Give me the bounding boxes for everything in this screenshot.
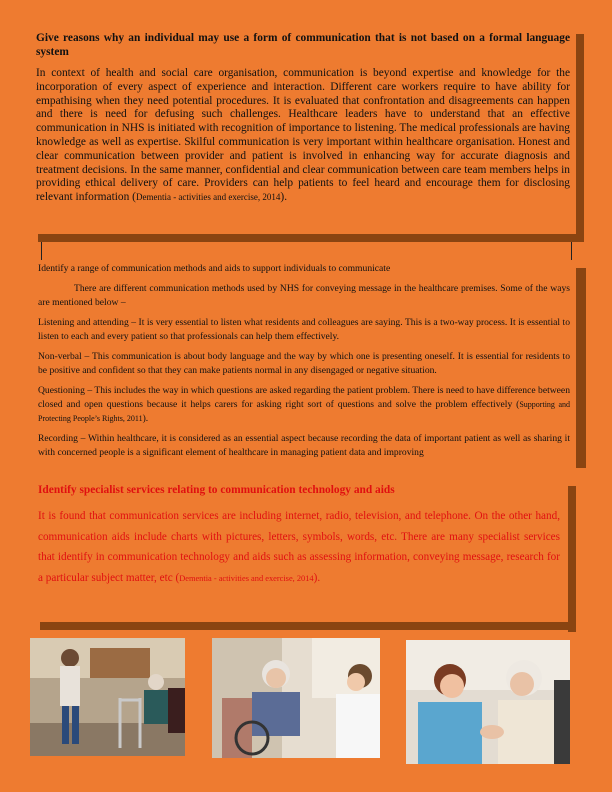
section1-shadow-right	[576, 34, 584, 242]
photo-caregiver-walking-frame	[30, 638, 185, 756]
section3-body: It is found that communication services are including internet, radio, television, and telephone. On the other hand, communication aids include charts with pictures, letters, symbols, words, etc. There are many specialist services that identify in communication technology and aids such as assessing information, conveying message, research for a particular subject matter, etc (Dementia - activities and exercise, 2014).	[38, 510, 560, 584]
divider-right-tick	[571, 242, 572, 260]
section3-text-box	[30, 476, 568, 622]
section2-listening: Listening and attending – It is very essential to listen what residents and colleagues are saying. This is a two-way process. It is essential to listen to each and every patient so that professionals can help them effectively.	[38, 317, 570, 342]
section2-shadow-right	[576, 268, 586, 468]
photo-elderly-woman-wheelchair	[212, 638, 380, 758]
section1-heading: Give reasons why an individual may use a form of communication that is not based on a formal language system	[36, 32, 570, 58]
section2-recording: Recording – Within healthcare, it is considered as an essential aspect because recording the data of important patient as well as sharing it with concerned people is a significant element of healthcare in managing patient data and improving	[38, 433, 570, 458]
section3-shadow-bottom	[40, 622, 576, 630]
section2-heading: Identify a range of communication methods and aids to support individuals to communicate	[38, 263, 391, 274]
section2-citation: Supporting and Protecting People’s Rights, 2011	[38, 400, 570, 423]
section2-intro: There are different communication methods used by NHS for conveying message in the healthcare premises. Some of the ways are mentioned below –	[38, 283, 570, 308]
section2-text-box	[30, 262, 576, 462]
section1-shadow-bottom	[38, 234, 584, 242]
section2-questioning: Questioning – This includes the way in which questions are asked regarding the patient problem. There is need to have difference between closed and open questions because it helps carers for asking right sort of questions and solve the problem effectively (Supporting and Protecting People’s Rights, 2011).	[38, 385, 570, 424]
section3-heading: Identify specialist services relating to communication technology and aids	[38, 484, 395, 496]
section1-body: In context of health and social care organisation, communication is beyond expertise and knowledge for the incorporation of every aspect of experience and interaction. Different care workers require to have ability for empathising when they need potential procedures. It is evaluated that confrontation and disagreements can happen and there is need for defusing such challenges. Healthcare leaders have to understand that an effective communication in NHS is initiated with recognition of importance to listening. The medical professionals are having knowledge as well as expertise. Skilful communication is very important within healthcare organisation. Honest and clear communication between provider and patient is involved in enhancing way for accurate diagnosis and treatment decisions. In the same manner, confidential and clear communication between care team members helps in providing ethical delivery of care. Providers can help patients to feel heard and encourage them for disclosing relevant information (Dementia - activities and exercise, 2014).	[36, 67, 570, 204]
divider-left-tick	[41, 242, 42, 260]
section2-nonverbal: Non-verbal – This communication is about body language and the way by which one is presenting oneself. It is essential for residents to be positive and confident so that they can make patients normal in any disengaged or negative situation.	[38, 351, 570, 376]
photo-nurse-with-elderly-woman	[406, 640, 570, 764]
section1-citation: Dementia - activities and exercise, 2014	[135, 192, 281, 203]
section3-shadow-right	[568, 486, 576, 632]
section1-text-box	[30, 26, 576, 234]
section3-citation: Dementia - activities and exercise, 2014	[179, 573, 314, 583]
